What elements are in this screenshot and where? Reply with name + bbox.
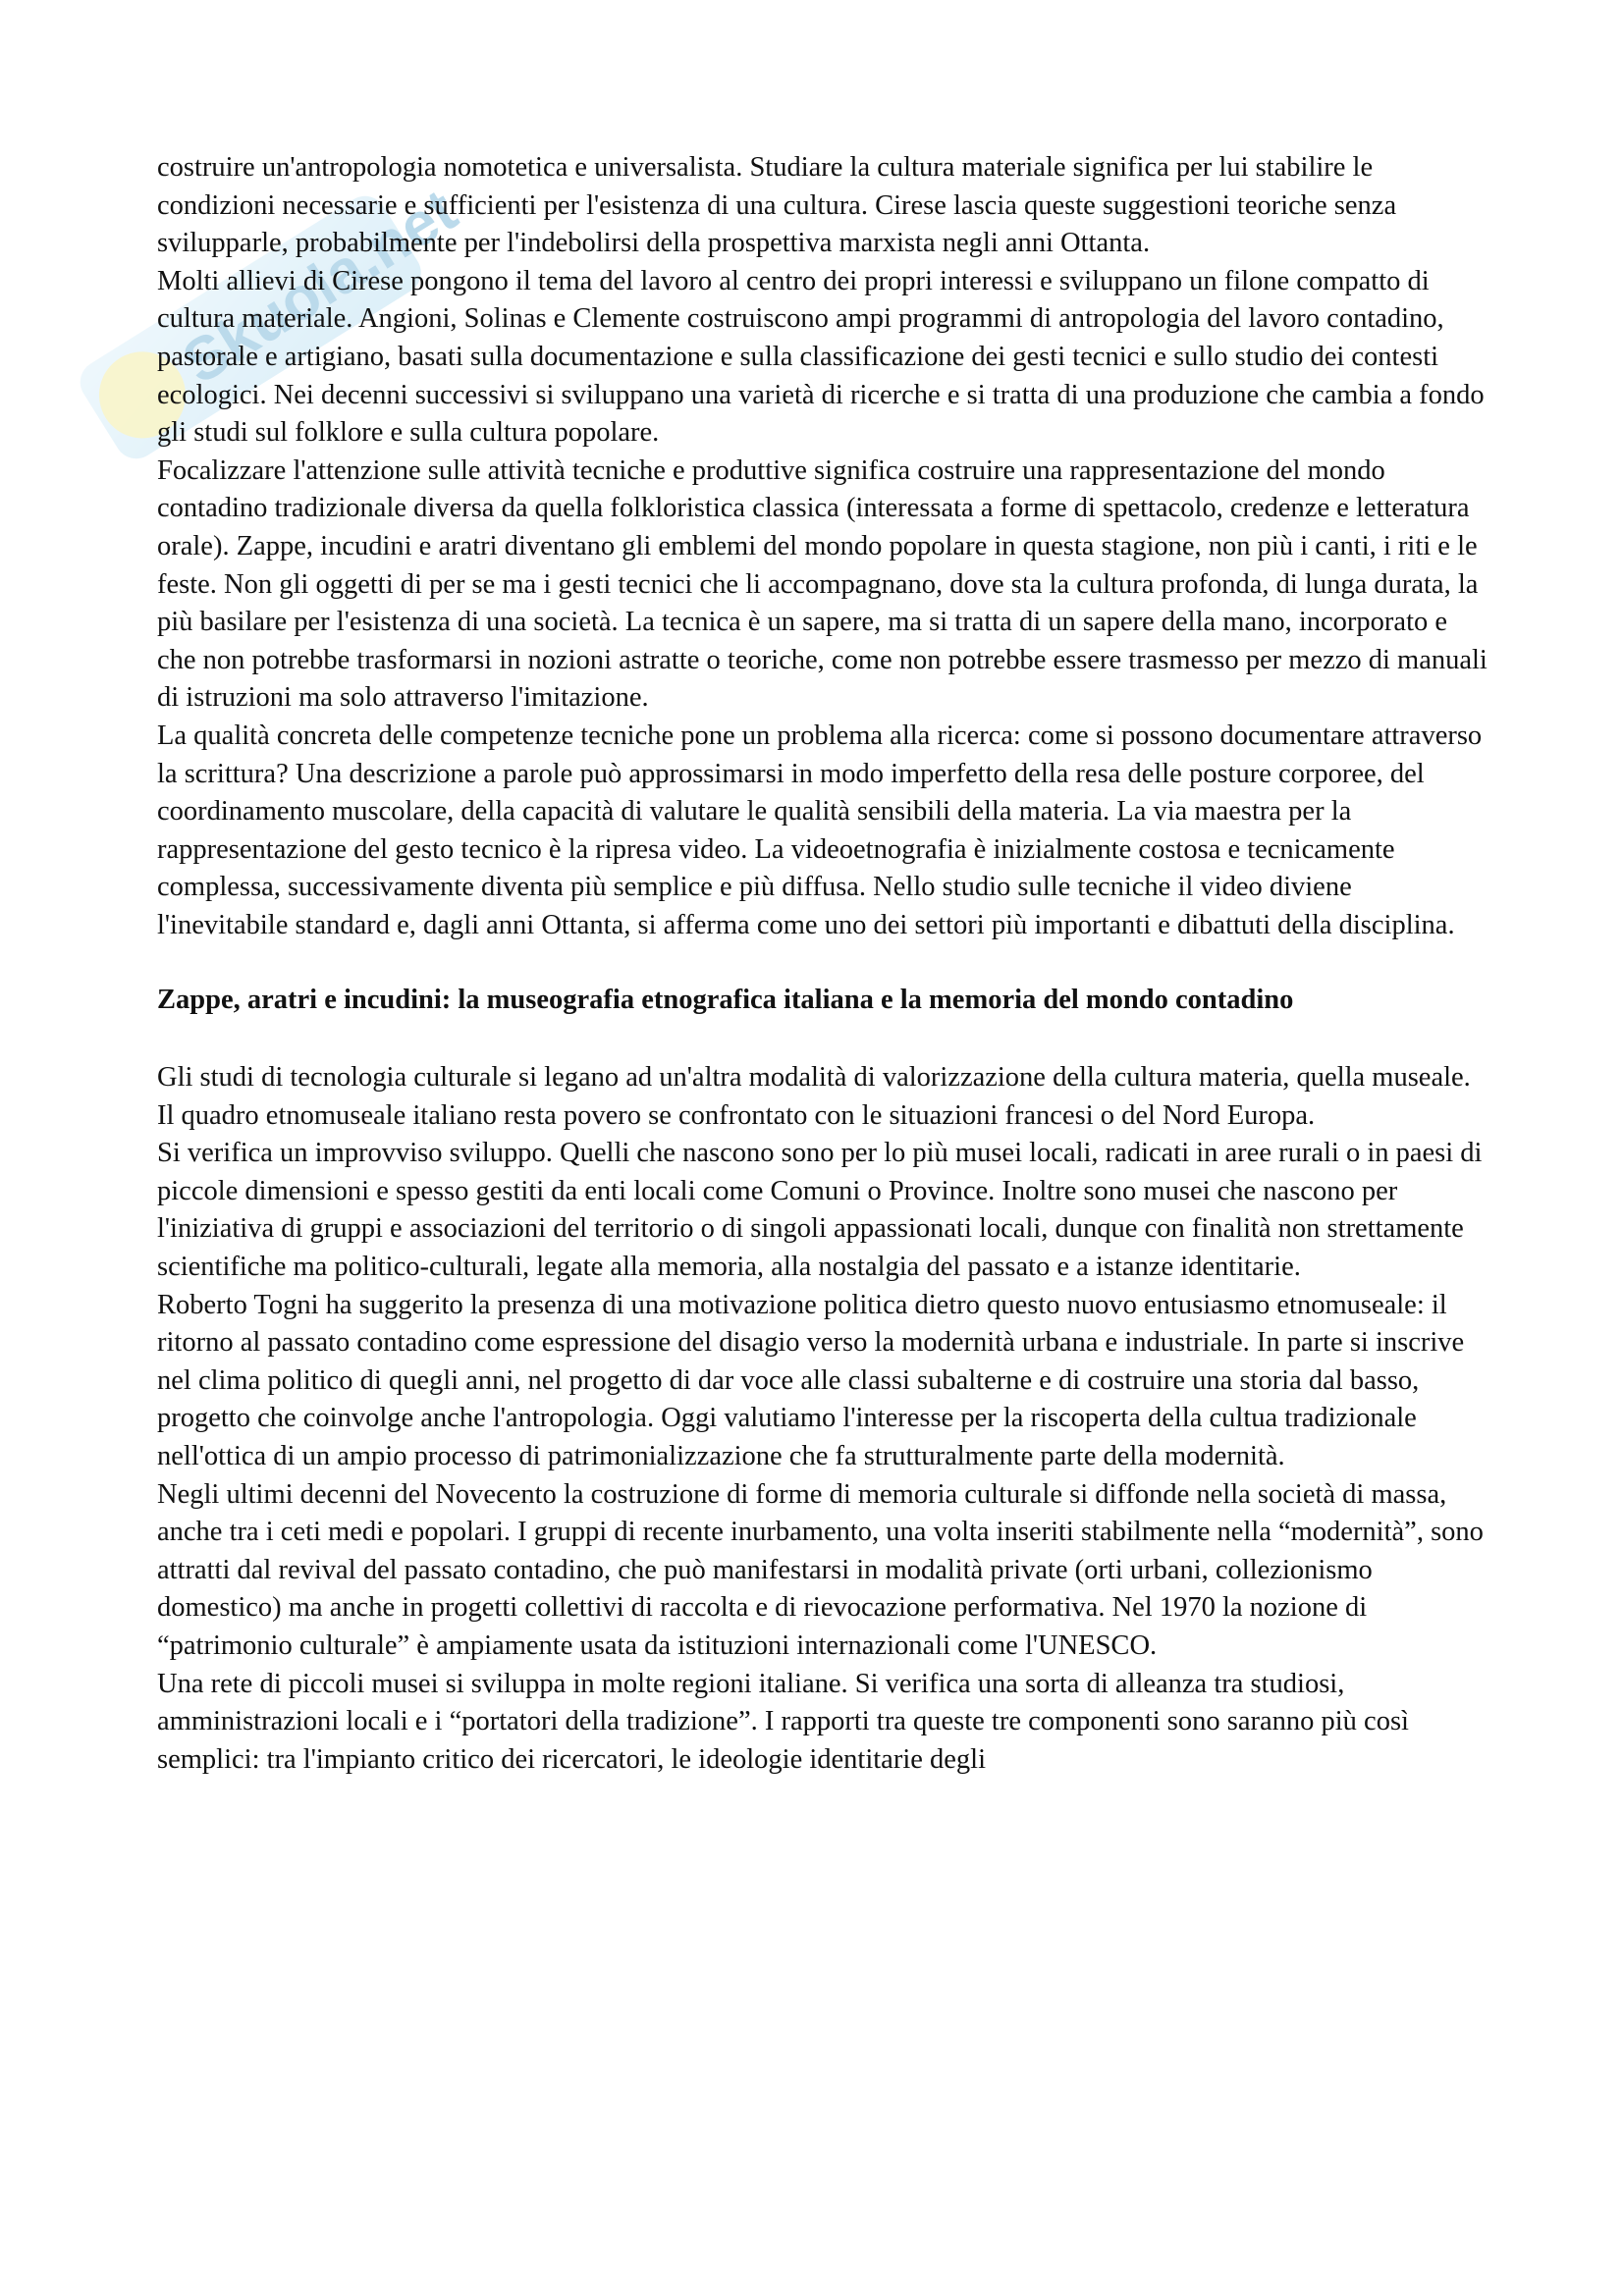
document-body: [157, 149, 1488, 1779]
paragraph: Una rete di piccoli musei si sviluppa in molte regioni italiane. Si verifica una sorta di alleanza tra studiosi, amministrazioni locali e i “portatori della tradizione”. I rapporti tra queste tre componenti sono saranno più così semplici: tra l'impianto critico dei ricercatori, le ideologie identitarie degli: [157, 1668, 1409, 1775]
paragraph: costruire un'antropologia nomotetica e universalista. Studiare la cultura materiale significa per lui stabilire le condizioni necessarie e sufficienti per l'esistenza di una cultura. Cirese lascia queste suggestioni teoriche senza svilupparle, probabilmente per l'indebolirsi della prospettiva marxista negli anni Ottanta.: [157, 152, 1397, 259]
paragraph: Gli studi di tecnologia culturale si legano ad un'altra modalità di valorizzazione della cultura materia, quella museale. Il quadro etnomuseale italiano resta povero se confrontato con le situazioni francesi o del Nord Europa.: [157, 1062, 1471, 1131]
paragraph: La qualità concreta delle competenze tecniche pone un problema alla ricerca: come si possono documentare attraverso la scrittura? Una descrizione a parole può approssimarsi in modo imperfetto della resa delle posture corporee, del coordinamento muscolare, della capacità di valutare le qualità sensibili della materia. La via maestra per la rappresentazione del gesto tecnico è la ripresa video. La videoetnografia è inizialmente costosa e tecnicamente complessa, successivamente diventa più semplice e più diffusa. Nello studio sulle tecniche il video diviene l'inevitabile standard e, dagli anni Ottanta, si afferma come uno dei settori più importanti e dibattuti della disciplina.: [157, 720, 1483, 940]
paragraph: Roberto Togni ha suggerito la presenza di una motivazione politica dietro questo nuovo entusiasmo etnomuseale: il ritorno al passato contadino come espressione del disagio verso la modernità urbana e industriale. In parte si inscrive nel clima politico di quegli anni, nel progetto di dar voce alle classi subalterne e di costruire una storia dal basso, progetto che coinvolge anche l'antropologia. Oggi valutiamo l'interesse per la riscoperta della cultua tradizionale nell'ottica di un ampio processo di patrimonializzazione che fa strutturalmente parte della modernità.: [157, 1289, 1465, 1471]
paragraph: Si verifica un improvviso sviluppo. Quelli che nascono sono per lo più musei locali, radicati in aree rurali o in paesi di piccole dimensioni e spesso gestiti da enti locali come Comuni o Province. Inoltre sono musei che nascono per l'iniziativa di gruppi e associazioni del territorio o di singoli appassionati locali, dunque con finalità non strettamente scientifiche ma politico-culturali, legate alla memoria, alla nostalgia del passato e a istanze identitarie.: [157, 1138, 1483, 1283]
svg-text:Skuola.net: Skuola.net: [171, 176, 469, 398]
paragraph: Molti allievi di Cirese pongono il tema del lavoro al centro dei propri interessi e sviluppano un filone compatto di cultura materiale. Angioni, Solinas e Clemente costruiscono ampi programmi di antropologia del lavoro contadino, pastorale e artigiano, basati sulla documentazione e sulla classificazione dei gesti tecnici e sullo studio dei contesti ecologici. Nei decenni successivi si sviluppano una varietà di ricerche e si tratta di una produzione che cambia a fondo gli studi sul folklore e sulla cultura popolare.: [157, 265, 1485, 449]
paragraph: Focalizzare l'attenzione sulle attività tecniche e produttive significa costruire una rappresentazione del mondo contadino tradizionale diversa da quella folkloristica classica (interessata a forme di spettacolo, credenze e letteratura orale). Zappe, incudini e aratri diventano gli emblemi del mondo popolare in questa stagione, non più i canti, i riti e le feste. Non gli oggetti di per se ma i gesti tecnici che li accompagnano, dove sta la cultura profonda, di lunga durata, la più basilare per l'esistenza di una società. La tecnica è un sapere, ma si tratta di un sapere della mano, incorporato e che non potrebbe trasformarsi in nozioni astratte o teoriche, come non potrebbe essere trasmesso per mezzo di manuali di istruzioni ma solo attraverso l'imitazione.: [157, 454, 1488, 714]
section-heading: Zappe, aratri e incudini: la museografia etnografica italiana e la memoria del mondo contadino: [157, 985, 1294, 1016]
paragraph: Negli ultimi decenni del Novecento la costruzione di forme di memoria culturale si diffonde nella società di massa, anche tra i ceti medi e popolari. I gruppi di recente inurbamento, una volta inseriti stabilmente nella “modernità”, sono attratti dal revival del passato contadino, che può manifestarsi in modalità private (orti urbani, collezionismo domestico) ma anche in progetti collettivi di raccolta e di rievocazione performativa. Nel 1970 la nozione di “patrimonio culturale” è ampiamente usata da istituzioni internazionali come l'UNESCO.: [157, 1478, 1484, 1661]
